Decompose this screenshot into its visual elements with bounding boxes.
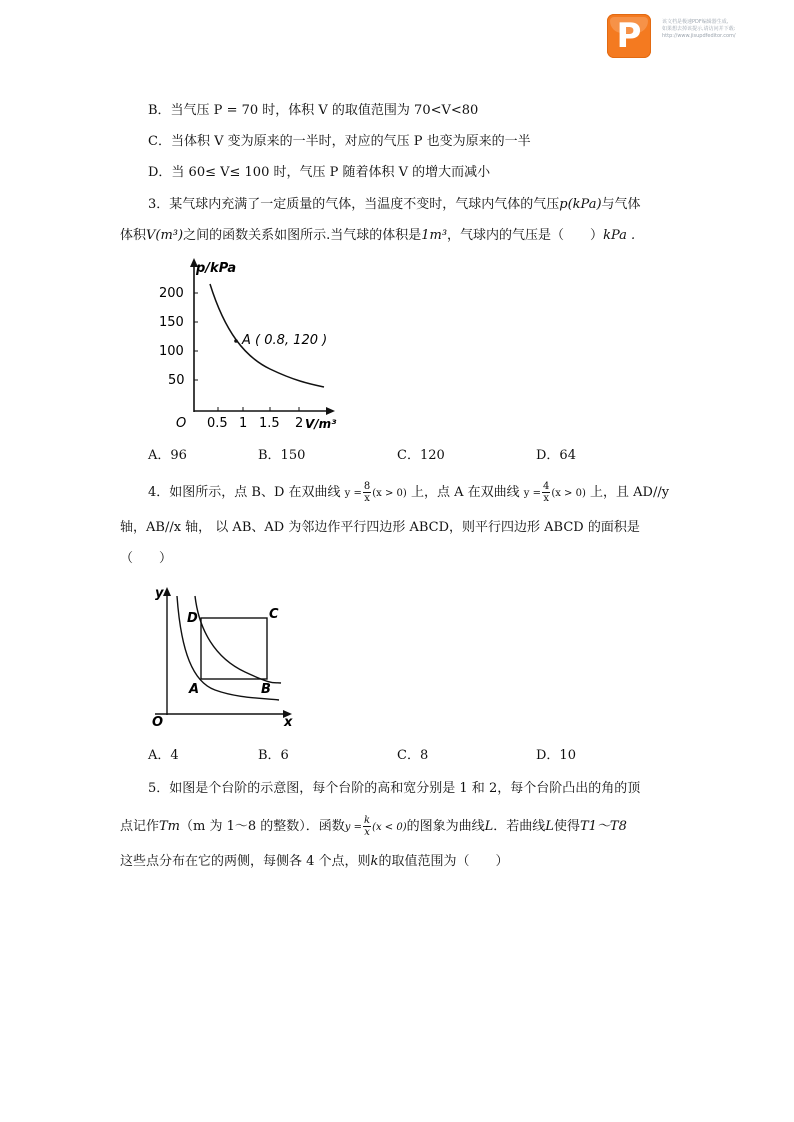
q4-point-d-label: D [187,611,198,626]
q4-option-d: D．10 [536,748,576,763]
q2-option-b: B．当气压 P = 70 时，体积 V 的取值范围为 70<V<80 [148,103,479,118]
q5-t-range: T1～T8 [579,819,627,834]
q5-stem-line3 [120,852,508,872]
q5-text: 的取值范围为（ ） [378,854,509,869]
q3-option-a: A．96 [148,448,187,463]
q4-eq2-denominator: x [543,493,549,504]
q3-stem-line2 [120,226,635,246]
q5-stem-line1: 5．如图是个台阶的示意图，每个台阶的高和宽分别是 1 和 2，每个台阶凸出的角的顶 [148,781,641,796]
q3-volume-value: 1m³ [421,228,448,243]
q3-x-tick-label: 1 [239,416,248,431]
q3-text: 与气体 [601,197,641,212]
q3-y-label: p/kPa [196,261,237,276]
q4-option-b: B．6 [258,748,289,763]
q3-text: 之间的函数关系如图所示.当气球的体积是 [183,228,422,243]
q4-origin-label: O [152,715,164,730]
q5-text: 的图象为曲线 [406,819,485,834]
q5-tm-symbol: Tm [159,819,181,834]
q4-stem-line2: 轴，AB//x 轴， 以 AB、AD 为邻边作平行四边形 ABCD，则平行四边形 ABCD 的面积是 [120,520,640,535]
q3-graph [150,252,340,437]
q4-eq1-condition: (x > 0) [372,488,407,499]
q3-pressure-symbol: p(kPa) [559,197,602,212]
watermark-text [662,19,792,40]
q4-eq2-condition: (x > 0) [551,488,586,499]
q4-eq2-lhs: y = [523,488,541,499]
q3-x-axis-arrow [326,407,335,415]
q4-text: 上，且 AD//y [590,485,670,500]
q4-stem-line3: （ ） [120,551,173,566]
q4-eq1-denominator: x [364,493,370,504]
q3-text: ，气球内的气压是（ ） [447,228,604,243]
q3-y-tick-label: 150 [159,315,184,330]
q4-x-label: x [284,715,293,730]
q3-option-b: B．150 [258,448,306,463]
q5-eq-condition: (x < 0) [372,822,407,833]
q5-k-symbol: k [370,854,379,869]
q2-option-c: C．当体积 V 变为原来的一半时，对应的气压 P 也变为原来的一半 [148,134,531,149]
q4-option-c: C．8 [397,748,429,763]
q3-x-tick-label: 1.5 [259,416,280,431]
q5-text: （m 为 1～8 的整数）．函数 [180,819,345,834]
q3-option-d: D．64 [536,448,576,463]
q5-eq-denominator: x [364,827,370,838]
q4-point-b-label: B [261,682,271,697]
q5-eq-fraction [363,815,371,838]
q3-stem-line1 [148,195,641,215]
q4-option-a: A．4 [148,748,179,763]
pdf-editor-logo [607,14,651,58]
q4-y-axis-arrow [163,587,171,596]
q3-x-label: V/m³ [305,417,337,431]
q5-text: 点记作 [120,819,160,834]
q4-eq2-numerator: 4 [542,481,550,492]
q5-stem-line2 [120,815,627,838]
q3-unit: kPa . [603,228,636,243]
q3-volume-symbol: V(m³) [146,228,184,243]
watermark-line: http://www.jisupdfeditor.com/ [662,33,736,39]
logo-p-icon: P [616,16,642,56]
q4-point-c-label: C [269,607,279,622]
q3-text: 体积 [120,228,147,243]
q4-eq1-numerator: 8 [363,481,371,492]
q3-option-c: C．120 [397,448,445,463]
q4-eq1-lhs: y = [344,488,362,499]
q3-y-tick-label: 50 [168,373,185,388]
q3-x-tick-label: 2 [295,416,304,431]
q5-curve-l: L [545,819,554,834]
q3-y-tick-label: 100 [159,344,184,359]
q3-origin-label: O [176,416,187,431]
q5-text: 这些点分布在它的两侧，每侧各 4 个点，则 [120,854,371,869]
q4-point-a-label: A [189,682,200,697]
q4-eq2-fraction [542,481,550,504]
q5-curve-l: L [484,819,494,834]
q5-text: ．若曲线 [493,819,546,834]
q5-eq-lhs: y = [344,822,363,833]
q4-eq1-fraction [363,481,371,504]
q5-eq-numerator: k [364,815,371,826]
q4-text: 4．如图所示，点 B、D 在双曲线 [148,485,341,500]
q3-x-tick-label: 0.5 [207,416,228,431]
q3-text: 3．某气球内充满了一定质量的气体，当温度不变时，气球内气体的气压 [148,197,560,212]
q4-y-label: y [155,586,164,601]
q4-graph [145,582,305,730]
watermark-line: 该文档是极速PDF编辑器生成, [662,19,729,25]
q4-stem-line1 [148,481,669,504]
q3-y-tick-label: 200 [159,286,184,301]
q5-text: 使得 [553,819,580,834]
q4-text: 上，点 A 在双曲线 [410,485,520,500]
q4-parallelogram-abcd [201,618,267,679]
q3-point-a-label: A ( 0.8, 120 ) [242,333,328,348]
watermark-line: 如果想去掉该提示,请访问并下载: [662,26,736,32]
q3-point-a [234,339,238,343]
q2-option-d: D．当 60≤ V≤ 100 时，气压 P 随着体积 V 的增大而减小 [148,165,491,180]
